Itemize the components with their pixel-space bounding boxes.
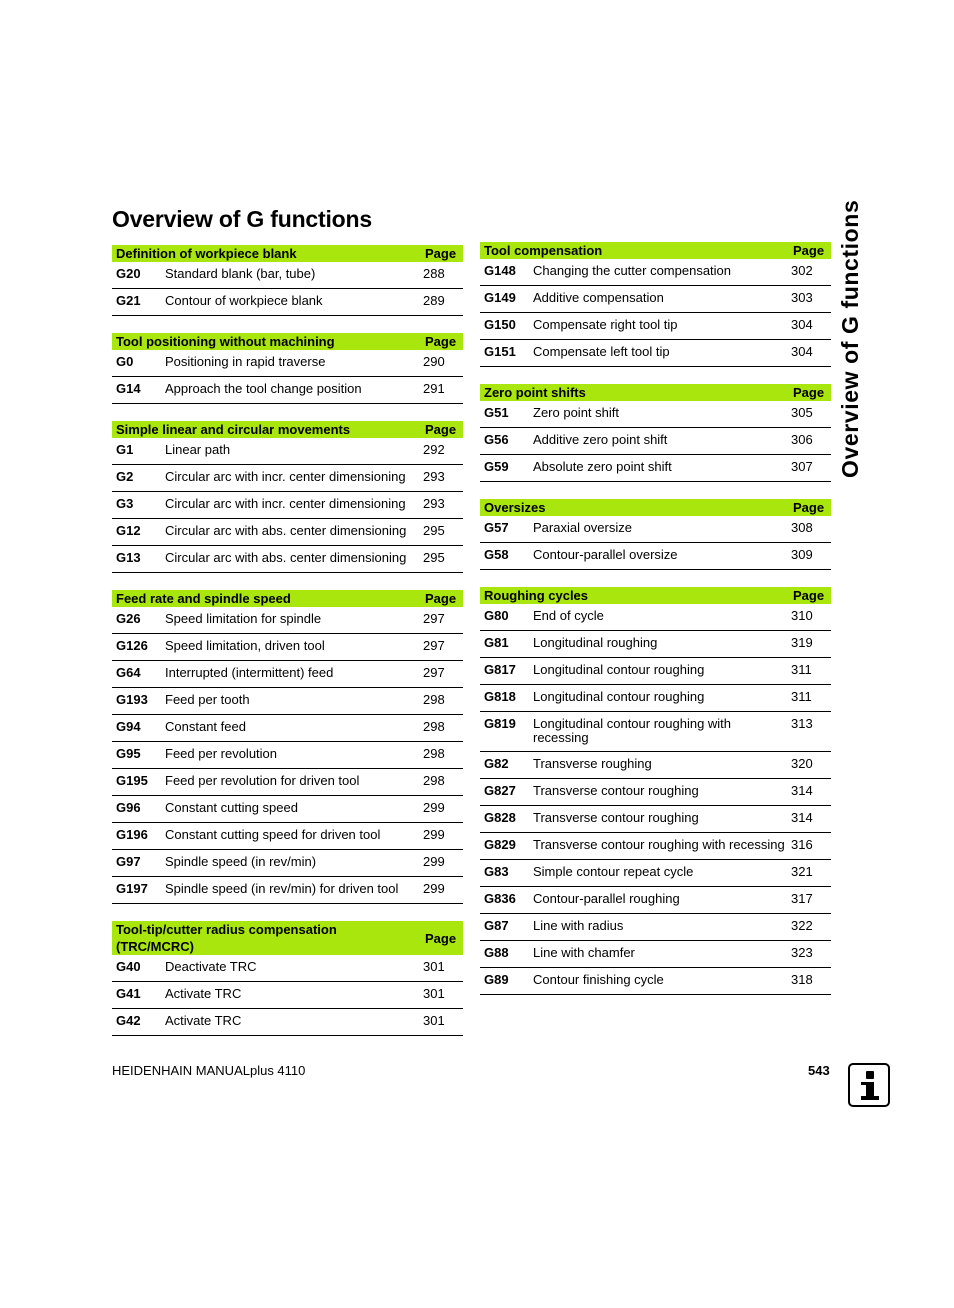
page-column-header: Page: [789, 384, 831, 401]
g-code: G12: [112, 519, 161, 546]
function-table: [112, 590, 463, 904]
g-code: G95: [112, 742, 161, 769]
function-description: Contour-parallel roughing: [529, 887, 789, 914]
g-code: G41: [112, 982, 161, 1009]
function-description: Feed per revolution: [161, 742, 421, 769]
g-code: G195: [112, 769, 161, 796]
g-code: G3: [112, 492, 161, 519]
page-reference: 298: [421, 715, 463, 742]
page-column-header: Page: [789, 587, 831, 604]
function-description: Constant cutting speed for driven tool: [161, 823, 421, 850]
page-reference: 318: [789, 968, 831, 995]
page-reference: 301: [421, 982, 463, 1009]
function-description: Constant cutting speed: [161, 796, 421, 823]
function-description: Speed limitation for spindle: [161, 607, 421, 634]
page-column-header: Page: [421, 421, 463, 438]
function-description: Changing the cutter compensation: [529, 259, 789, 286]
page-reference: 305: [789, 401, 831, 428]
function-description: Line with chamfer: [529, 941, 789, 968]
function-table: [112, 333, 463, 404]
table-row: [112, 492, 463, 519]
g-code: G97: [112, 850, 161, 877]
function-description: Circular arc with abs. center dimensioning: [161, 519, 421, 546]
g-code: G0: [112, 350, 161, 377]
g-code: G51: [480, 401, 529, 428]
section-heading: Roughing cycles: [480, 587, 789, 604]
page-reference: 293: [421, 492, 463, 519]
page-reference: 314: [789, 806, 831, 833]
page-column-header: Page: [421, 333, 463, 350]
function-description: Activate TRC: [161, 982, 421, 1009]
page-reference: 295: [421, 546, 463, 573]
g-code: G81: [480, 631, 529, 658]
g-code: G2: [112, 465, 161, 492]
table-row: [480, 286, 831, 313]
page-reference: 299: [421, 877, 463, 904]
table-row: [480, 833, 831, 860]
g-code: G42: [112, 1009, 161, 1036]
table-row: [480, 313, 831, 340]
table-row: [480, 455, 831, 482]
function-description: Additive compensation: [529, 286, 789, 313]
function-description: Transverse contour roughing: [529, 806, 789, 833]
page-reference: 303: [789, 286, 831, 313]
g-code: G58: [480, 543, 529, 570]
function-description: Paraxial oversize: [529, 516, 789, 543]
function-description: Longitudinal contour roughing: [529, 685, 789, 712]
function-description: Line with radius: [529, 914, 789, 941]
page-reference: 311: [789, 685, 831, 712]
page-column-header: Page: [421, 590, 463, 607]
page-reference: 304: [789, 313, 831, 340]
page-reference: 290: [421, 350, 463, 377]
g-code: G94: [112, 715, 161, 742]
page-reference: 293: [421, 465, 463, 492]
page-reference: 297: [421, 634, 463, 661]
function-description: Transverse contour roughing: [529, 779, 789, 806]
g-code: G56: [480, 428, 529, 455]
g-code: G193: [112, 688, 161, 715]
function-description: Interrupted (intermittent) feed: [161, 661, 421, 688]
g-code: G64: [112, 661, 161, 688]
section-heading: Zero point shifts: [480, 384, 789, 401]
table-row: [112, 742, 463, 769]
page-reference: 301: [421, 1009, 463, 1036]
table-row: [480, 779, 831, 806]
function-description: Spindle speed (in rev/min) for driven tool: [161, 877, 421, 904]
function-description: Simple contour repeat cycle: [529, 860, 789, 887]
page-reference: 306: [789, 428, 831, 455]
function-description: Contour of workpiece blank: [161, 289, 421, 316]
g-code: G59: [480, 455, 529, 482]
page-reference: 317: [789, 887, 831, 914]
function-description: Longitudinal contour roughing with recessing: [529, 712, 789, 752]
function-description: Circular arc with abs. center dimensioning: [161, 546, 421, 573]
page-column-header: Page: [789, 242, 831, 259]
function-table: [112, 421, 463, 573]
page-reference: 297: [421, 607, 463, 634]
table-row: [480, 752, 831, 779]
page-reference: 323: [789, 941, 831, 968]
table-row: [480, 914, 831, 941]
page-reference: 311: [789, 658, 831, 685]
function-description: Absolute zero point shift: [529, 455, 789, 482]
function-description: Linear path: [161, 438, 421, 465]
table-row: [112, 982, 463, 1009]
function-description: Spindle speed (in rev/min): [161, 850, 421, 877]
g-code: G126: [112, 634, 161, 661]
page-reference: 292: [421, 438, 463, 465]
page-reference: 321: [789, 860, 831, 887]
table-row: [112, 350, 463, 377]
g-code: G819: [480, 712, 529, 752]
function-description: Feed per revolution for driven tool: [161, 769, 421, 796]
table-row: [480, 604, 831, 631]
table-row: [112, 465, 463, 492]
function-table: [112, 921, 463, 1036]
table-row: [112, 715, 463, 742]
page-title: Overview of G functions: [112, 206, 372, 232]
table-row: [480, 887, 831, 914]
page-reference: 298: [421, 742, 463, 769]
table-row: [112, 519, 463, 546]
function-description: Standard blank (bar, tube): [161, 262, 421, 289]
table-row: [112, 850, 463, 877]
page-reference: 298: [421, 769, 463, 796]
page-reference: 288: [421, 262, 463, 289]
g-code: G827: [480, 779, 529, 806]
function-table: [480, 242, 831, 367]
table-row: [480, 941, 831, 968]
function-description: Speed limitation, driven tool: [161, 634, 421, 661]
g-code: G828: [480, 806, 529, 833]
table-row: [112, 796, 463, 823]
function-description: Transverse contour roughing with recessing: [529, 833, 789, 860]
g-code: G836: [480, 887, 529, 914]
table-row: [112, 634, 463, 661]
g-code: G26: [112, 607, 161, 634]
g-code: G40: [112, 955, 161, 982]
g-code: G88: [480, 941, 529, 968]
table-row: [480, 401, 831, 428]
page-reference: 307: [789, 455, 831, 482]
table-row: [480, 259, 831, 286]
g-code: G196: [112, 823, 161, 850]
section-heading: Feed rate and spindle speed: [112, 590, 421, 607]
g-code: G1: [112, 438, 161, 465]
page-reference: 314: [789, 779, 831, 806]
table-row: [480, 968, 831, 995]
g-code: G817: [480, 658, 529, 685]
table-row: [112, 289, 463, 316]
function-description: Feed per tooth: [161, 688, 421, 715]
page-reference: 322: [789, 914, 831, 941]
g-code: G13: [112, 546, 161, 573]
table-row: [112, 955, 463, 982]
g-code: G151: [480, 340, 529, 367]
page-reference: 299: [421, 796, 463, 823]
table-row: [112, 262, 463, 289]
page-reference: 310: [789, 604, 831, 631]
page-reference: 313: [789, 712, 831, 752]
table-row: [480, 658, 831, 685]
function-description: Circular arc with incr. center dimensioning: [161, 465, 421, 492]
page-reference: 319: [789, 631, 831, 658]
g-code: G818: [480, 685, 529, 712]
function-table: [112, 245, 463, 316]
right-column: [480, 242, 831, 1012]
table-row: [112, 546, 463, 573]
page-reference: 304: [789, 340, 831, 367]
function-description: Positioning in rapid traverse: [161, 350, 421, 377]
function-table: [480, 499, 831, 570]
function-description: End of cycle: [529, 604, 789, 631]
function-description: Additive zero point shift: [529, 428, 789, 455]
table-row: [112, 661, 463, 688]
page-reference: 309: [789, 543, 831, 570]
section-heading: Simple linear and circular movements: [112, 421, 421, 438]
table-row: [480, 543, 831, 570]
function-description: Activate TRC: [161, 1009, 421, 1036]
g-code: G21: [112, 289, 161, 316]
g-code: G83: [480, 860, 529, 887]
side-title: Overview of G functions: [837, 199, 863, 478]
g-code: G197: [112, 877, 161, 904]
section-heading: Tool positioning without machining: [112, 333, 421, 350]
page-reference: 299: [421, 850, 463, 877]
page-reference: 320: [789, 752, 831, 779]
page-reference: 291: [421, 377, 463, 404]
function-description: Compensate left tool tip: [529, 340, 789, 367]
table-row: [112, 607, 463, 634]
page-reference: 298: [421, 688, 463, 715]
g-code: G150: [480, 313, 529, 340]
footer-manual-name: HEIDENHAIN MANUALplus 4110: [112, 1063, 306, 1078]
g-code: G87: [480, 914, 529, 941]
function-description: Longitudinal contour roughing: [529, 658, 789, 685]
g-code: G829: [480, 833, 529, 860]
function-table: [480, 587, 831, 995]
table-row: [112, 688, 463, 715]
page-column-header: Page: [789, 499, 831, 516]
table-row: [480, 516, 831, 543]
info-icon: [848, 1063, 890, 1107]
g-code: G82: [480, 752, 529, 779]
function-description: Contour finishing cycle: [529, 968, 789, 995]
page-reference: 289: [421, 289, 463, 316]
g-code: G14: [112, 377, 161, 404]
page-reference: 316: [789, 833, 831, 860]
table-row: [480, 712, 831, 752]
table-row: [112, 1009, 463, 1036]
table-row: [480, 685, 831, 712]
g-code: G148: [480, 259, 529, 286]
g-code: G20: [112, 262, 161, 289]
table-row: [112, 823, 463, 850]
table-row: [112, 377, 463, 404]
table-row: [480, 631, 831, 658]
left-column: [112, 245, 463, 1053]
table-row: [480, 340, 831, 367]
table-row: [480, 806, 831, 833]
g-code: G149: [480, 286, 529, 313]
function-description: Compensate right tool tip: [529, 313, 789, 340]
g-code: G57: [480, 516, 529, 543]
function-description: Approach the tool change position: [161, 377, 421, 404]
function-description: Longitudinal roughing: [529, 631, 789, 658]
section-heading: Tool-tip/cutter radius compensation (TRC/MCRC): [112, 921, 421, 955]
page-reference: 302: [789, 259, 831, 286]
g-code: G89: [480, 968, 529, 995]
page-reference: 308: [789, 516, 831, 543]
function-description: Zero point shift: [529, 401, 789, 428]
page-reference: 299: [421, 823, 463, 850]
table-row: [112, 438, 463, 465]
function-description: Deactivate TRC: [161, 955, 421, 982]
table-row: [112, 877, 463, 904]
function-description: Contour-parallel oversize: [529, 543, 789, 570]
g-code: G80: [480, 604, 529, 631]
section-heading: Tool compensation: [480, 242, 789, 259]
section-heading: Oversizes: [480, 499, 789, 516]
table-row: [480, 428, 831, 455]
function-description: Circular arc with incr. center dimensioning: [161, 492, 421, 519]
page-reference: 295: [421, 519, 463, 546]
page-reference: 297: [421, 661, 463, 688]
table-row: [480, 860, 831, 887]
section-heading: Definition of workpiece blank: [112, 245, 421, 262]
footer-page-number: 543: [808, 1063, 830, 1078]
function-description: Constant feed: [161, 715, 421, 742]
page-reference: 301: [421, 955, 463, 982]
page-column-header: Page: [421, 245, 463, 262]
function-table: [480, 384, 831, 482]
table-row: [112, 769, 463, 796]
page-column-header: Page: [421, 921, 463, 955]
function-description: Transverse roughing: [529, 752, 789, 779]
g-code: G96: [112, 796, 161, 823]
